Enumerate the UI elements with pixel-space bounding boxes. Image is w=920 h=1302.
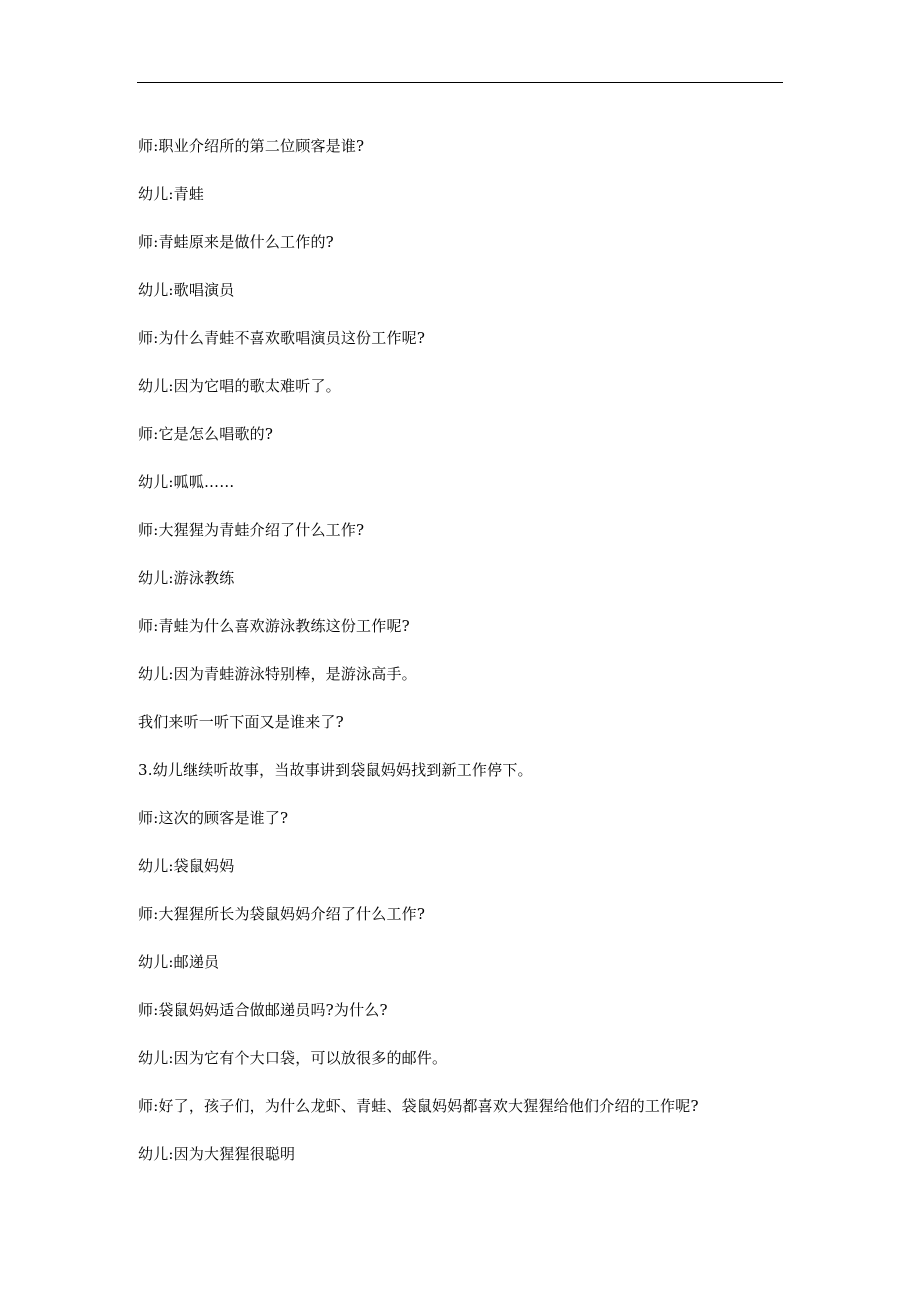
dialogue-line-teacher: 师:大猩猩所长为袋鼠妈妈介绍了什么工作? <box>138 905 426 923</box>
dialogue-line-child: 幼儿:袋鼠妈妈 <box>138 857 235 875</box>
dialogue-line-teacher: 师:袋鼠妈妈适合做邮递员吗?为什么? <box>138 1001 388 1019</box>
dialogue-line-teacher: 师:职业介绍所的第二位顾客是谁? <box>138 137 365 155</box>
dialogue-line-teacher: 师:这次的顾客是谁了? <box>138 809 289 827</box>
dialogue-line-child: 幼儿:呱呱…… <box>138 473 235 491</box>
dialogue-line-child: 幼儿:青蛙 <box>138 185 205 203</box>
narration-line: 我们来听一听下面又是谁来了? <box>138 713 344 731</box>
step-heading: 3.幼儿继续听故事，当故事讲到袋鼠妈妈找到新工作停下。 <box>138 761 533 779</box>
dialogue-line-child: 幼儿:因为青蛙游泳特别棒，是游泳高手。 <box>138 665 417 683</box>
dialogue-line-child: 幼儿:因为大猩猩很聪明 <box>138 1145 296 1163</box>
dialogue-line-child: 幼儿:因为它有个大口袋，可以放很多的邮件。 <box>138 1049 448 1067</box>
dialogue-line-child: 幼儿:歌唱演员 <box>138 281 235 299</box>
dialogue-line-child: 幼儿:游泳教练 <box>138 569 235 587</box>
document-body <box>138 132 838 1188</box>
dialogue-line-teacher: 师:青蛙原来是做什么工作的? <box>138 233 334 251</box>
dialogue-line-child: 幼儿:因为它唱的歌太难听了。 <box>138 377 341 395</box>
dialogue-line-teacher: 师:它是怎么唱歌的? <box>138 425 274 443</box>
dialogue-line-teacher: 师:大猩猩为青蛙介绍了什么工作? <box>138 521 365 539</box>
dialogue-line-teacher: 师:青蛙为什么喜欢游泳教练这份工作呢? <box>138 617 410 635</box>
dialogue-line-teacher: 师:好了，孩子们，为什么龙虾、青蛙、袋鼠妈妈都喜欢大猩猩给他们介绍的工作呢? <box>138 1097 699 1115</box>
dialogue-line-child: 幼儿:邮递员 <box>138 953 220 971</box>
header-rule <box>137 82 783 83</box>
dialogue-line-teacher: 师:为什么青蛙不喜欢歌唱演员这份工作呢? <box>138 329 426 347</box>
